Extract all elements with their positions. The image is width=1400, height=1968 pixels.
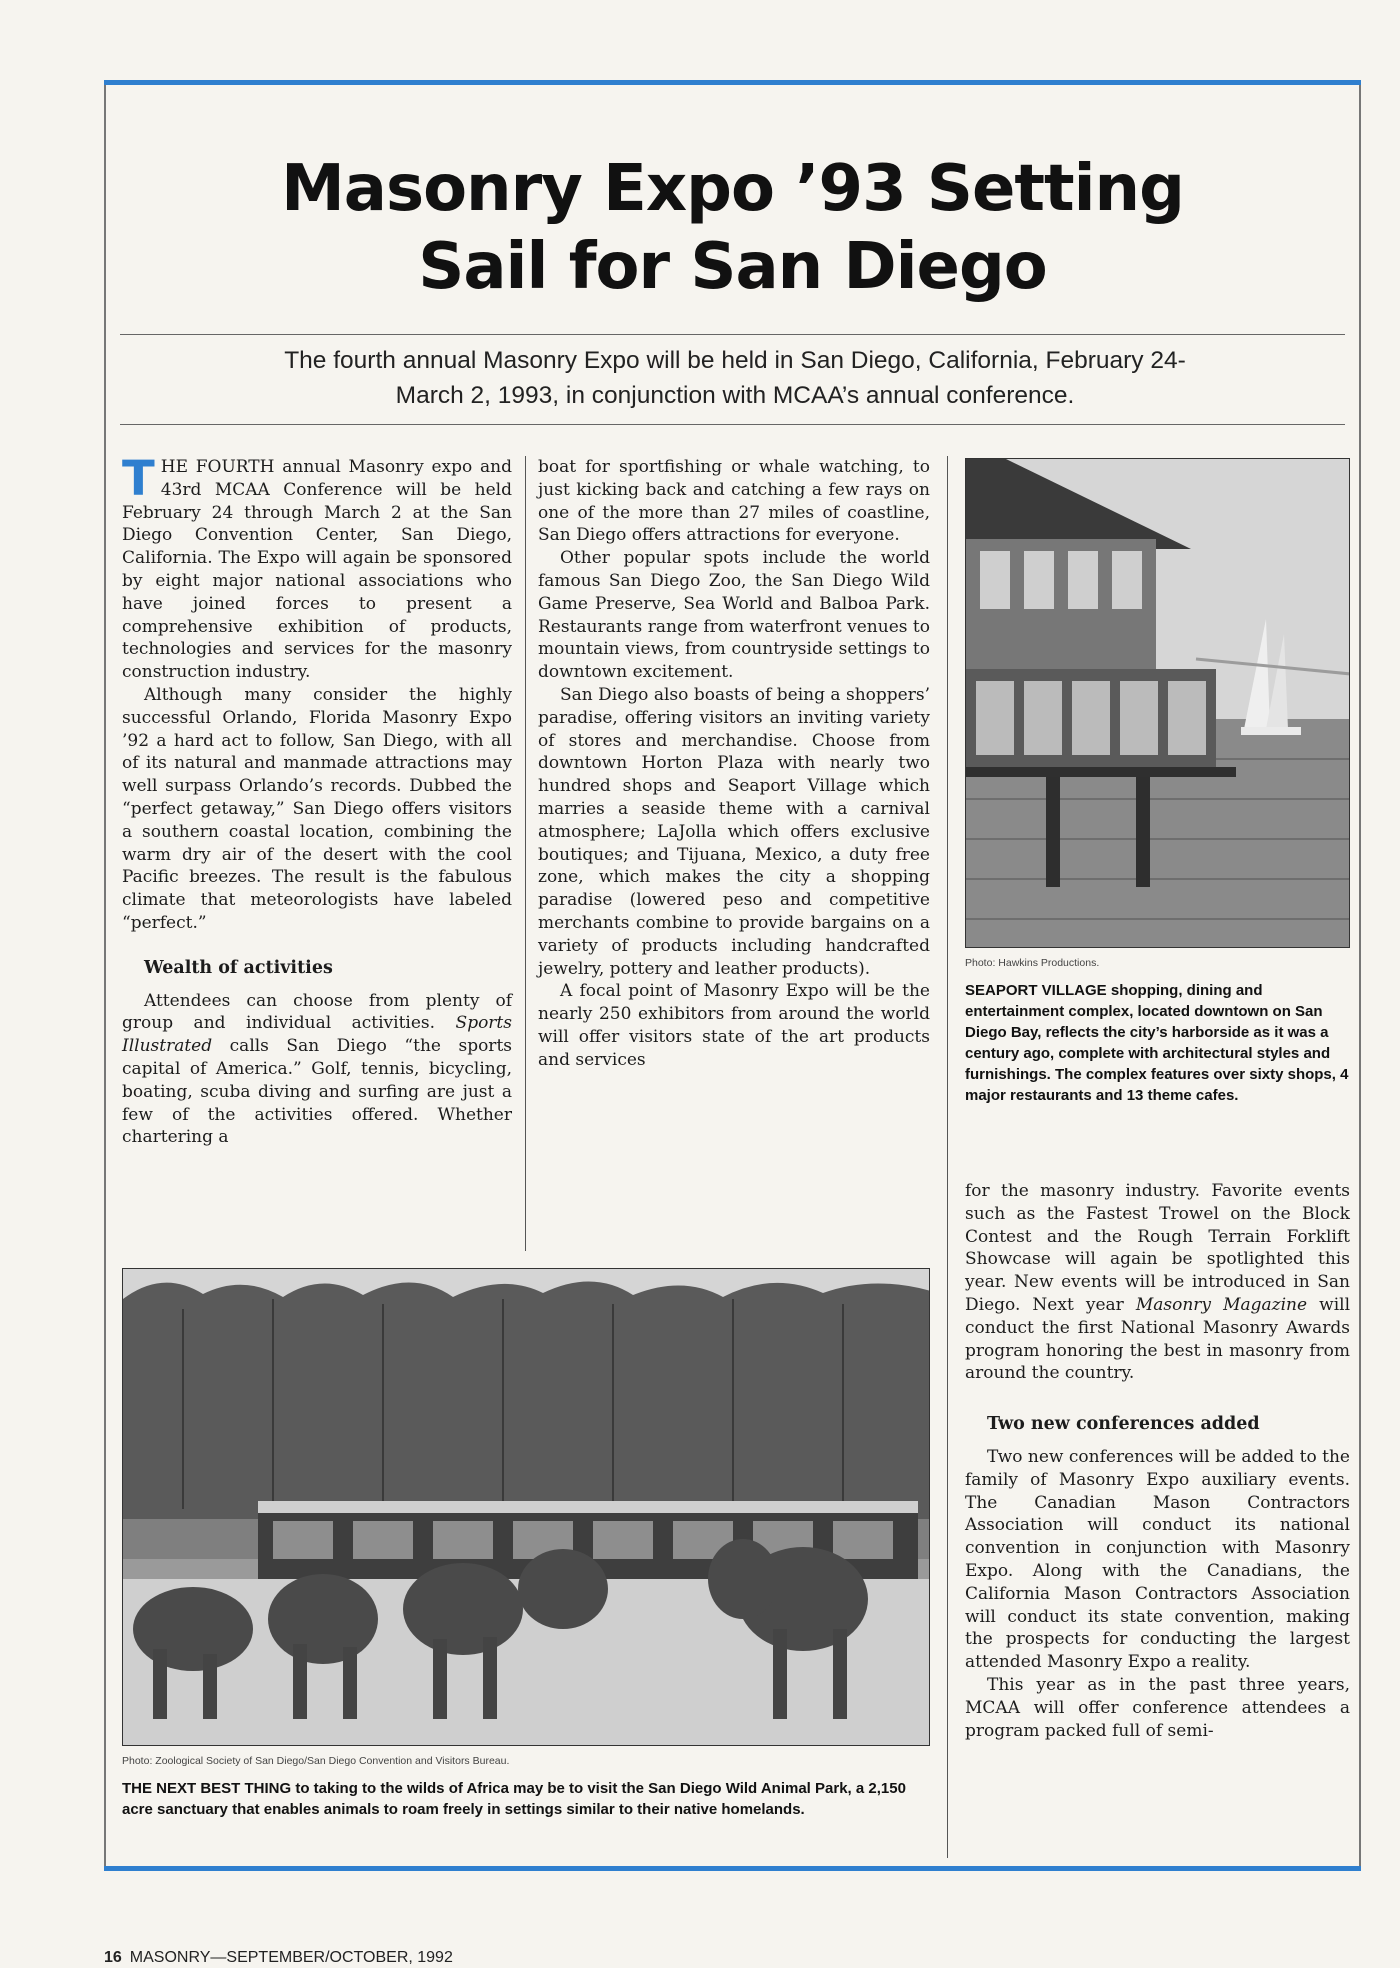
paragraph: Attendees can choose from plenty of group and individual activities. Sports Illustrated calls San Diego “the sports capital of America.” Golf, tennis, bicycling, boating, scuba diving and surfing are just a few of the activities offered. Whether chartering a — [122, 990, 512, 1148]
page-number: 16 — [104, 1949, 122, 1966]
column-3 — [965, 1180, 1350, 1742]
deck-line-2: March 2, 1993, in conjunction with MCAA’s annual conference. — [395, 382, 1075, 409]
paragraph: This year as in the past three years, MCAA will offer conference attendees a program packed full of semi- — [965, 1674, 1350, 1741]
subhead-wealth-of-activities: Wealth of activities — [144, 957, 333, 978]
paragraph: THE FOURTH annual Masonry expo and 43rd MCAA Conference will be held February 24 through March 2 at the San Diego Convention Center, San Diego, California. The Expo will again be sponsored by eight major national associations who have joined forces to present a comprehensive exhibition of products, technologies and services for the masonry construction industry. — [122, 451, 512, 683]
column-divider — [525, 456, 526, 1251]
column-divider — [947, 456, 948, 1858]
seaport-village-photo — [965, 458, 1350, 948]
deck — [150, 343, 1320, 413]
drop-cap: T — [122, 451, 155, 507]
magazine-issue: MASONRY—SEPTEMBER/OCTOBER, 1992 — [129, 1949, 453, 1966]
subhead-two-new-conferences: Two new conferences added — [987, 1414, 1260, 1435]
headline-line-1: Masonry Expo ’93 Setting — [281, 152, 1184, 226]
magazine-title: Masonry Magazine — [1135, 1294, 1308, 1315]
bottom-blue-rule — [104, 1866, 1361, 1871]
paragraph: A focal point of Masonry Expo will be the nearly 250 exhibitors from around the world will offer visitors state of the art products and services — [538, 981, 930, 1070]
paragraph: for the masonry industry. Favorite events such as the Fastest Trowel on the Block Contest and the Rough Terrain Forklift Showcase will again be spotlighted this year. New events will be introduced in San Diego. Next year Masonry Magazine will conduct the first National Masonry Awards program honoring the best in masonry from around the country. — [965, 1181, 1351, 1384]
deck-line-1: The fourth annual Masonry Expo will be held in San Diego, California, February 24- — [284, 347, 1186, 374]
deck-bottom-rule — [120, 424, 1345, 425]
column-1 — [122, 451, 512, 1149]
deck-top-rule — [120, 334, 1345, 335]
photo-credit: Photo: Hawkins Productions. — [965, 957, 1100, 969]
wild-animal-park-caption: THE NEXT BEST THING to taking to the wilds of Africa may be to visit the San Diego Wild Animal Park, a 2,150 acre sanctuary that enables animals to roam freely in settings similar to their native homelands. — [122, 1780, 906, 1818]
headline — [120, 150, 1345, 306]
photo-credit: Photo: Zoological Society of San Diego/San Diego Convention and Visitors Bureau. — [122, 1755, 510, 1767]
paragraph: Although many consider the highly successful Orlando, Florida Masonry Expo ’92 a hard act to follow, San Diego, with all of its natural and manmade attractions may well surpass Orlando’s records. Dubbed the “perfect getaway,” San Diego offers visitors a southern coastal location, combining the warm dry air of the desert with the cool Pacific breezes. The result is the fabulous climate that meteorologists have labeled “perfect.” — [122, 684, 512, 933]
magazine-title: Sports Illustrated — [122, 1013, 512, 1057]
seaport-village-caption: SEAPORT VILLAGE shopping, dining and entertainment complex, located downtown on San Diego Bay, reflects the city’s harborside as it was a century ago, complete with architectural styles and furnishings. The complex features over sixty shops, 4 major restaurants and 13 theme cafes. — [965, 982, 1349, 1104]
paragraph: Two new conferences will be added to the family of Masonry Expo auxiliary events. The Canadian Mason Contractors Association will conduct its national convention in conjunction with Masonry Expo. Along with the Canadians, the California Mason Contractors Association will conduct its state convention, making the prospects for conducting the largest attended Masonry Expo a reality. — [965, 1446, 1350, 1673]
paragraph: San Diego also boasts of being a shoppers’ paradise, offering visitors an inviting variety of stores and merchandise. Choose from downtown Horton Plaza with nearly two hundred shops and Seaport Village which marries a seaside theme with a carnival atmosphere; LaJolla which offers exclusive boutiques; and Tijuana, Mexico, a duty free zone, which makes the city a shopping paradise (lowered peso and competitive merchants combine to provide bargains on a variety of products including handcrafted jewelry, pottery and leather products). — [538, 684, 930, 979]
paragraph: Other popular spots include the world famous San Diego Zoo, the San Diego Wild Game Preserve, Sea World and Balboa Park. Restaurants range from waterfront venues to mountain views, from countryside settings to downtown excitement. — [538, 548, 930, 683]
top-blue-rule — [104, 80, 1361, 85]
wild-animal-park-photo — [122, 1268, 930, 1746]
paragraph: boat for sportfishing or whale watching, to just kicking back and catching a few rays on one of the more than 27 miles of coastline, San Diego offers attractions for everyone. — [538, 457, 930, 546]
headline-line-2: Sail for San Diego — [418, 230, 1047, 304]
column-2 — [538, 456, 930, 1072]
page-footer — [104, 1949, 453, 1967]
